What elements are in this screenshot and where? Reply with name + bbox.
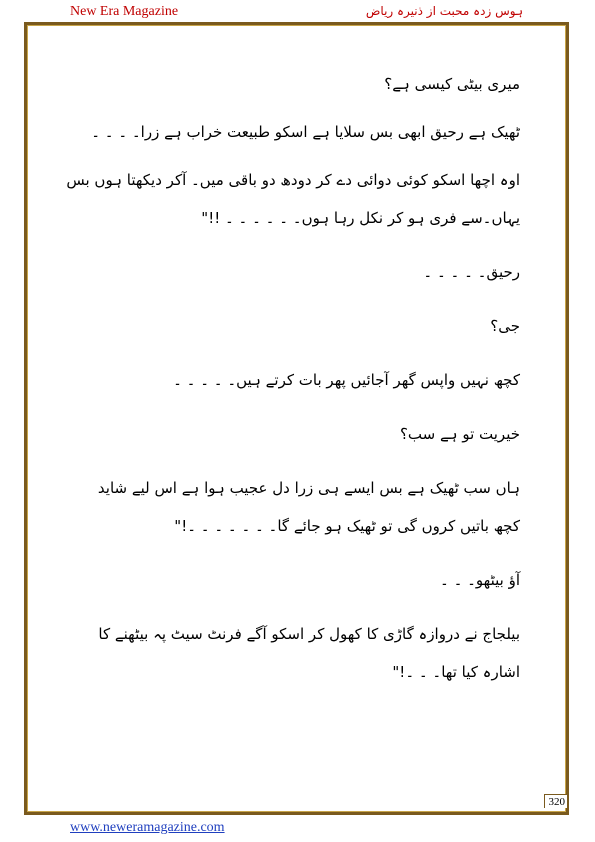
novel-title: ہوس زدہ محبت از ذنیرہ ریاض <box>365 4 523 18</box>
paragraph <box>70 260 520 284</box>
paragraph <box>70 476 520 538</box>
magazine-name: New Era Magazine <box>70 4 179 19</box>
text-line: جی؟ <box>490 317 520 335</box>
page-number: 320 <box>544 794 568 808</box>
text-line: یہاں۔سے فری ہو کر نکل رہا ہوں۔ ۔ ۔ ۔ ۔ ۔ !!" <box>201 209 520 227</box>
text-line: کچھ باتیں کروں گی تو ٹھیک ہو جائے گا۔ ۔ ۔ ۔ ۔ ۔ ۔!" <box>174 517 520 535</box>
text-line: خیریت تو ہے سب؟ <box>399 425 520 443</box>
paragraph <box>70 72 520 96</box>
paragraph <box>70 422 520 446</box>
paragraph <box>66 168 520 230</box>
paragraph <box>70 120 520 144</box>
text-line: ہاں سب ٹھیک ہے بس ایسے ہی زرا دل عجیب ہوا ہے اس لیے شاید <box>97 479 520 497</box>
text-line: اشارہ کیا تھا۔ ۔ ۔!" <box>392 663 520 681</box>
text-line: آؤ بیٹھو۔ ۔ ۔ <box>440 571 520 589</box>
paragraph <box>70 568 520 592</box>
text-line: اوہ اچھا اسکو کوئی دوائی دے کر دودھ دو باقی میں۔ آکر دیکھتا ہوں بس <box>66 171 520 189</box>
text-line: ٹھیک ہے رحیق ابھی بس سلایا ہے اسکو طبیعت خراب ہے زرا۔ ۔ ۔ ۔ <box>91 123 520 141</box>
paragraph <box>70 622 520 684</box>
paragraph <box>70 314 520 338</box>
website-link[interactable]: www.neweramagazine.com <box>70 820 225 835</box>
story-text <box>66 72 520 684</box>
text-line: میری بیٹی کیسی ہے؟ <box>384 75 520 93</box>
text-line: رحیق۔ ۔ ۔ ۔ ۔ <box>423 263 520 281</box>
text-line: کچھ نہیں واپس گھر آجائیں پھر بات کرتے ہیں۔ ۔ ۔ ۔ ۔ <box>173 371 520 389</box>
text-line: بیلجاج نے دروازہ گاڑی کا کھول کر اسکو آگے فرنٹ سیٹ پہ بیٹھنے کا <box>98 625 520 643</box>
paragraph <box>70 368 520 392</box>
